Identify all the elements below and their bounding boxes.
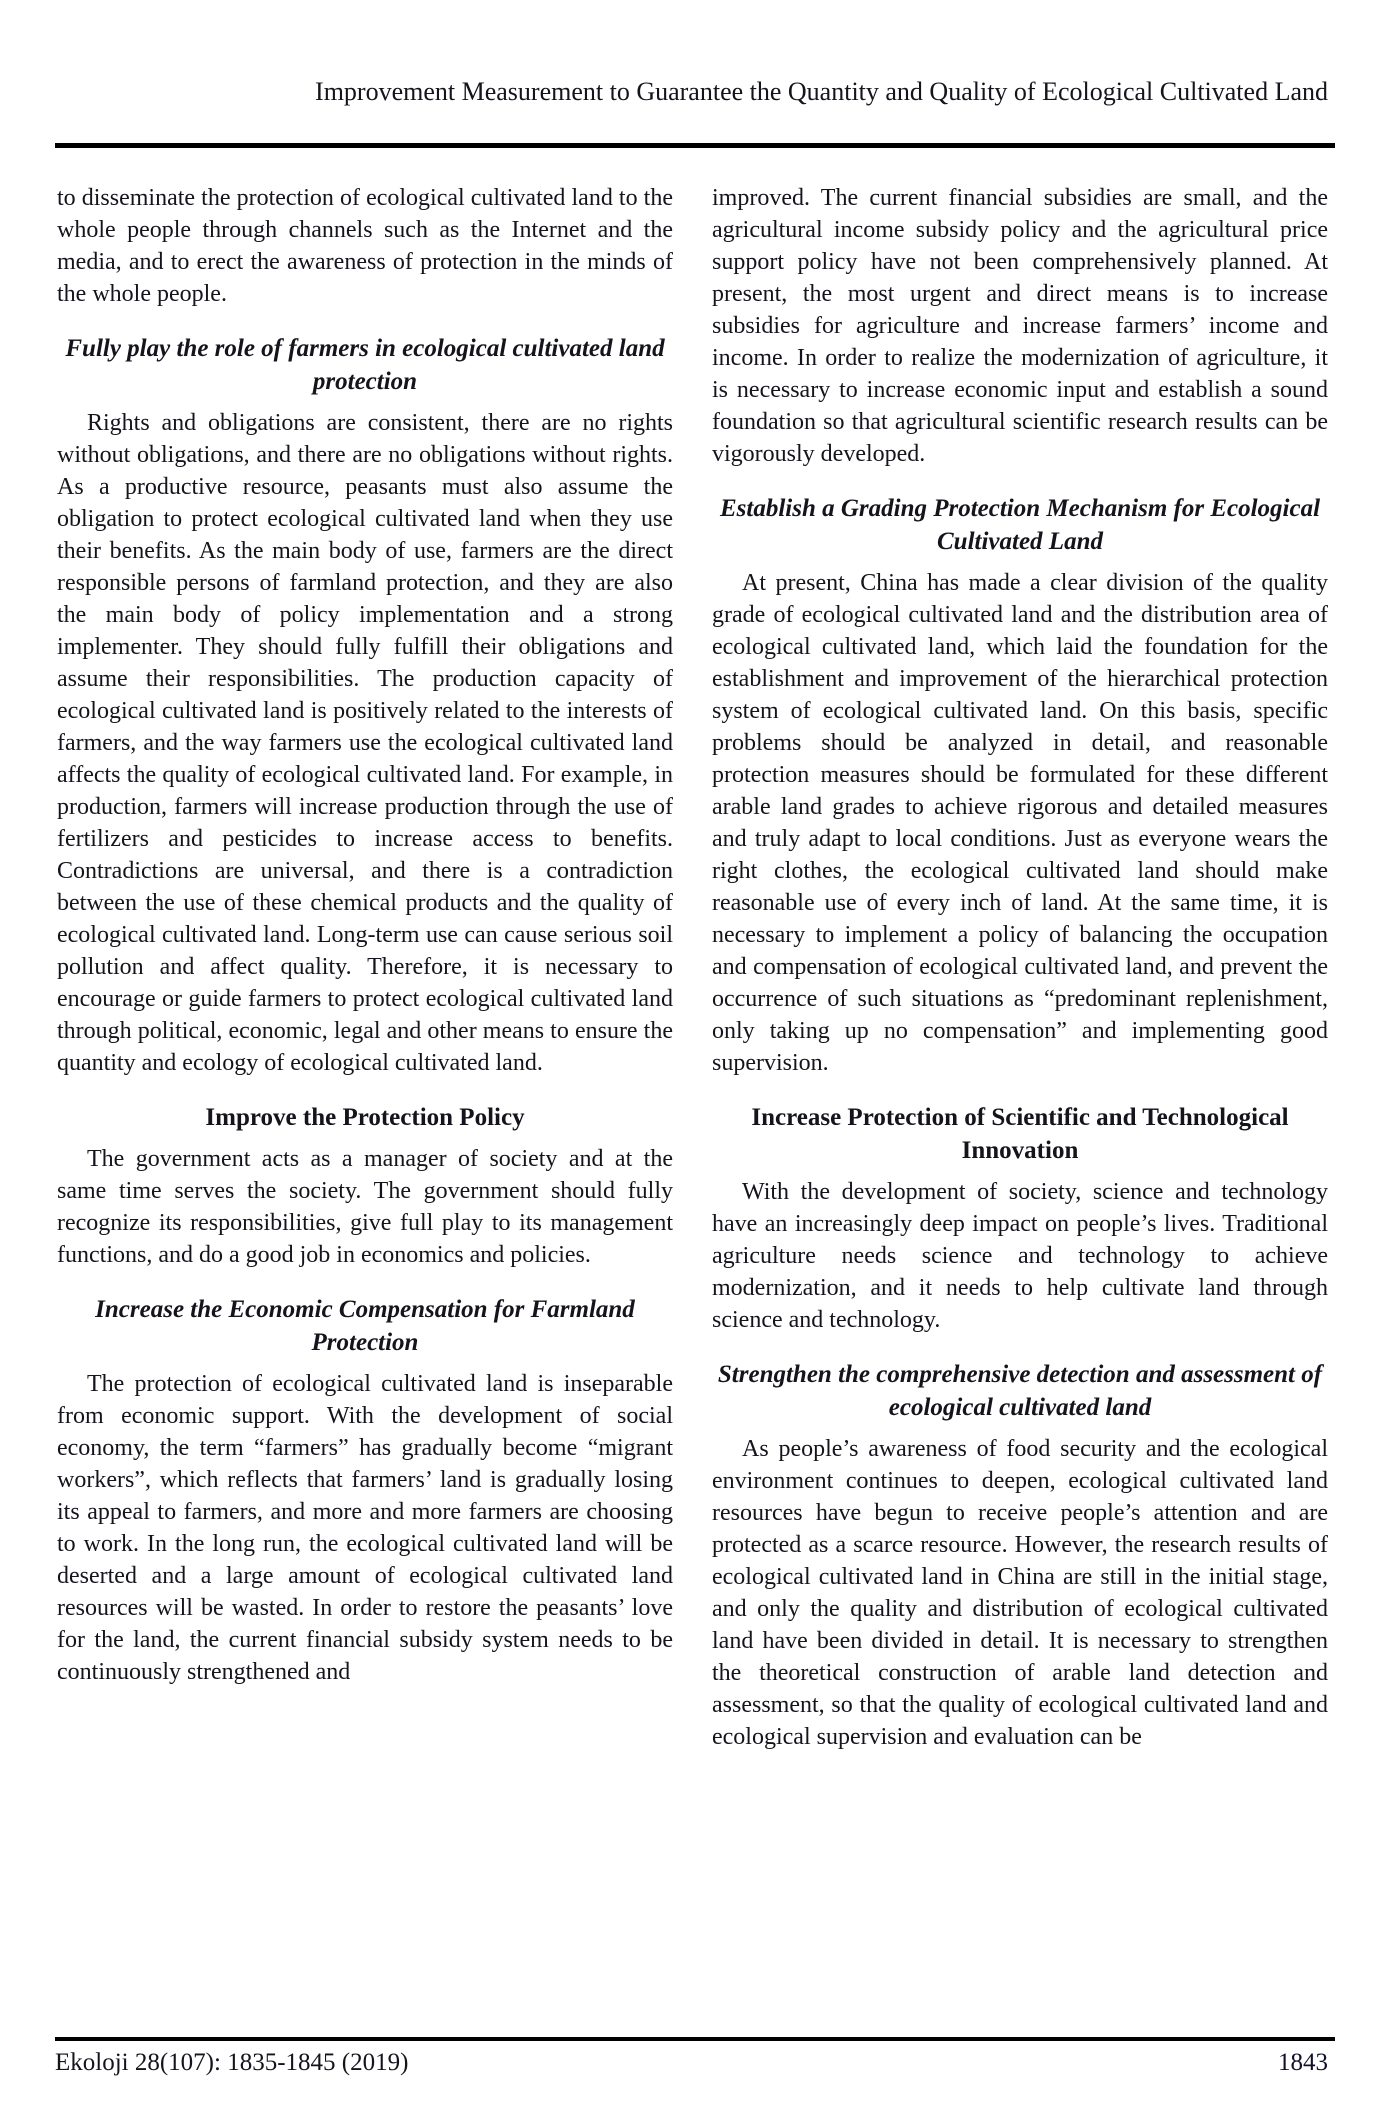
- section-heading: Fully play the role of farmers in ecological cultivated land protection: [65, 335, 665, 395]
- paragraph: The government acts as a manager of society and at the same time serves the society. The government should fully recognize its responsibilities, give full play to its management functions, and do a good job in economics and policies.: [57, 1146, 673, 1268]
- section-heading: Strengthen the comprehensive detection and assessment of ecological cultivated land: [717, 1361, 1323, 1421]
- section-heading: Increase the Economic Compensation for Farmland Protection: [95, 1296, 635, 1356]
- text-columns: [57, 182, 1328, 1753]
- paragraph: Rights and obligations are consistent, there are no rights without obligations, and there are no obligations without rights. As a productive resource, peasants must also assume the obligation to protect ecological cultivated land when they use their benefits. As the main body of use, farmers are the direct responsible persons of farmland protection, and they are also the main body of policy implementation and a strong implementer. They should fully fulfill their obligations and assume their responsibilities. The production capacity of ecological cultivated land is positively related to the interests of farmers, and the way farmers use the ecological cultivated land affects the quality of ecological cultivated land. For example, in production, farmers will increase production through the use of fertilizers and pesticides to increase access to benefits. Contradictions are universal, and there is a contradiction between the use of these chemical products and the quality of ecological cultivated land. Long-term use can cause serious soil pollution and affect quality. Therefore, it is necessary to encourage or guide farmers to protect ecological cultivated land through political, economic, legal and other means to ensure the quantity and ecology of ecological cultivated land.: [57, 410, 673, 1076]
- page-footer: [55, 2048, 1328, 2078]
- section-heading: Improve the Protection Policy: [205, 1104, 525, 1131]
- paragraph: improved. The current financial subsidies are small, and the agricultural income subsidy policy and the agricultural price support policy have not been comprehensively planned. At present, the most urgent and direct means is to increase subsidies for agriculture and increase farmers’ income and income. In order to realize the modernization of agriculture, it is necessary to increase economic input and establish a sound foundation so that agricultural scientific research results can be vigorously developed.: [712, 185, 1328, 467]
- right-column: [712, 182, 1328, 1753]
- running-head-title: Improvement Measurement to Guarantee the Quantity and Quality of Ecological Cultivated Land: [315, 77, 1328, 106]
- paragraph: As people’s awareness of food security and the ecological environment continues to deepen, ecological cultivated land resources have begun to receive people’s attention and are protected as a scarce resource. However, the research results of ecological cultivated land in China are still in the initial stage, and only the quality and distribution of ecological cultivated land have been divided in detail. It is necessary to strengthen the theoretical construction of arable land detection and assessment, so that the quality of ecological cultivated land and ecological supervision and evaluation can be: [712, 1436, 1328, 1750]
- header-rule: [55, 143, 1335, 148]
- paragraph: to disseminate the protection of ecological cultivated land to the whole people through channels such as the Internet and the media, and to erect the awareness of protection in the minds of the whole people.: [57, 185, 673, 307]
- left-column: [57, 182, 673, 1688]
- page-number: 1843: [1278, 2049, 1328, 2076]
- footer-rule: [55, 2037, 1335, 2041]
- paragraph: The protection of ecological cultivated land is inseparable from economic support. With the development of social economy, the term “farmers” has gradually become “migrant workers”, which reflects that farmers’ land is gradually losing its appeal to farmers, and more and more farmers are choosing to work. In the long run, the ecological cultivated land will be deserted and a large amount of ecological cultivated land resources will be wasted. In order to restore the peasants’ love for the land, the current financial subsidy system needs to be continuously strengthened and: [57, 1371, 673, 1685]
- section-heading: Increase Protection of Scientific and Technological Innovation: [751, 1104, 1289, 1164]
- paragraph: At present, China has made a clear division of the quality grade of ecological cultivated land and the distribution area of ecological cultivated land, which laid the foundation for the establishment and improvement of the hierarchical protection system of ecological cultivated land. On this basis, specific problems should be analyzed in detail, and reasonable protection measures should be formulated for these different arable land grades to achieve rigorous and detailed measures and truly adapt to local conditions. Just as everyone wears the right clothes, the ecological cultivated land should make reasonable use of every inch of land. At the same time, it is necessary to implement a policy of balancing the occupation and compensation of ecological cultivated land, and prevent the occurrence of such situations as “predominant replenishment, only taking up no compensation” and implementing good supervision.: [712, 570, 1328, 1076]
- journal-citation: Ekoloji 28(107): 1835-1845 (2019): [55, 2049, 409, 2076]
- section-heading: Establish a Grading Protection Mechanism for Ecological Cultivated Land: [719, 495, 1321, 555]
- paragraph: With the development of society, science and technology have an increasingly deep impact on people’s lives. Traditional agriculture needs science and technology to achieve modernization, and it needs to help cultivate land through science and technology.: [712, 1179, 1328, 1333]
